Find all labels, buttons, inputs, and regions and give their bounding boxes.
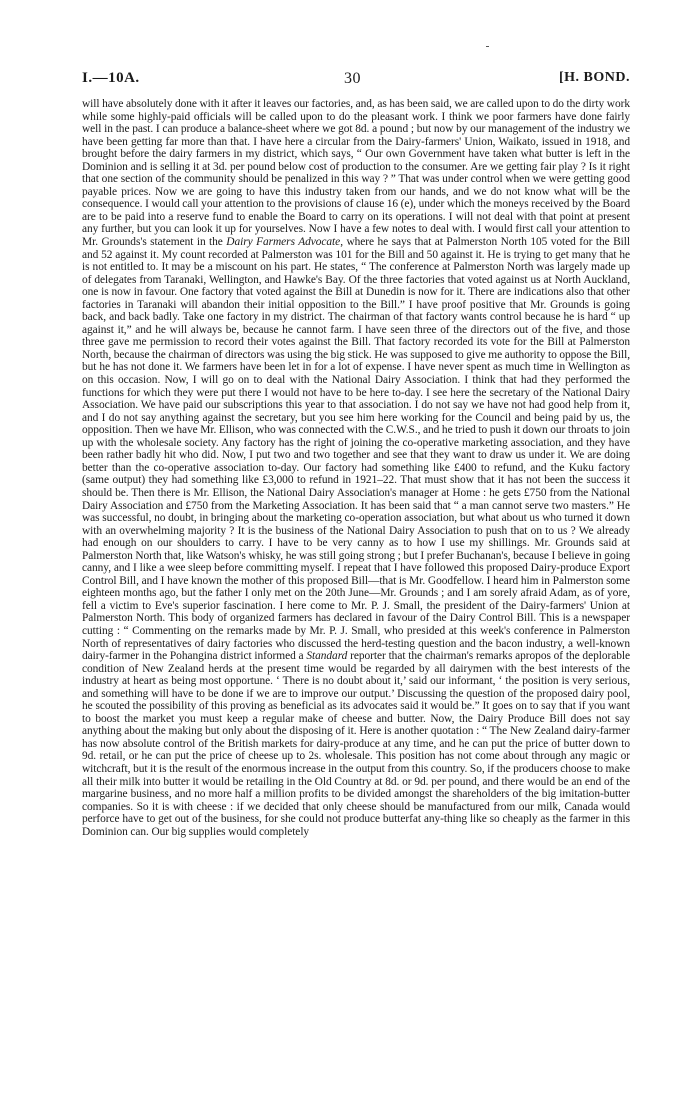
speaker-name: [H. BOND. bbox=[559, 70, 630, 85]
text-segment: reporter that the chairman's remarks apropos of the deplorable condition of New Zealand herds at the present time would be regarded by all dairymen with the best interests of the industry at heart as being most opportune. ‘ There is no doubt about it,’ said our informant, ‘ the position is very serious, and something will have to be done if we are to improve our output.’ Discussing the question of the proposed dairy pool, he scouted the possibility of this proving as beneficial as its advocates said it would be.” It goes on to say that if you want to boost the market you must keep a regular make of cheese and butter. Now, the Dairy Produce Bill does not say anything about the making but only about the disposing of it. Here is another quotation : “ The New Zealand dairy-farmer has now absolute control of the British markets for dairy-produce at any time, and he can put the price of butter down to 9d. retail, or he can put the price of cheese up to 2s. wholesale. This position has not come about through any magic or witchcraft, but it is the result of the enormous increase in the output from this country. So, if the producers choose to make all their milk into butter it would be retailing in the Old Country at 8d. or 9d. per pound, and there would be an end of the margarine business, and no more half a million profits to be divided amongst the shareholders of the big imitation-butter companies. So it is with cheese : if we decided that only cheese should be manufactured from our milk, Canada would perforce have to get out of the business, for she could not produce butterfat any-thing like so cheaply as the farmer in this Dominion can. Our big supplies would completely bbox=[82, 650, 630, 838]
scan-speck bbox=[486, 46, 489, 47]
publication-title: Standard bbox=[306, 650, 348, 663]
publication-title: Dairy Farmers Advocate bbox=[226, 236, 341, 249]
body-paragraph bbox=[82, 98, 630, 838]
page-header bbox=[82, 70, 630, 92]
document-reference: I.—10A. bbox=[82, 70, 140, 86]
text-segment: , where he says that at Palmerston North 105 voted for the Bill and 52 against it. My count recorded at Palmerston was 101 for the Bill and 50 against it. He is trying to get many that he is not entitled to. It may be a miscount on his part. He states, “ The conference at Palmerston North was largely made up of delegates from Taranaki, Wellington, and Hawke's Bay. Of the three factories that voted against us at North Auckland, one is now in favour. One factory that voted against the Bill at Dunedin is now for it. There are indications also that other factories in Taranaki will abandon their initial opposition to the Bill.” I have proof positive that Mr. Grounds is going back, and back badly. Take one factory in my district. The chairman of that factory wants control because he is hard “ up against it,” and he will always be, because he cannot farm. I have seen three of the directors out of the five, and those three gave me permission to record their votes against the Bill. That factory recorded its vote for the Bill at Palmerston North, because the chairman of directors was using the big stick. He was supposed to give me authority to oppose the Bill, but he has not done it. We farmers have been let in for a lot of expense. I have never spent as much time in Wellington as on this occasion. Now, I will go on to deal with the National Dairy Association. I think that had they performed the functions for which they were put there I would not have to be here to-day. I see here the secretary of the National Dairy Association. We have paid our subscriptions this year to that association. I do not say we have not had good help from it, and I do not say anything against the secretary, but you see him here working for the Council and being paid by us, the opposition. Then we have Mr. Ellison, who was connected with the C.W.S., and he tried to push it down our throats to join up with the wholesale society. Any factory has the right of joining the co-operative marketing association, and they have been rather badly hit who did. Now, I put two and two together and see that they want to draw us under it. We are doing better than the co-operative association to-day. Our factory had something like £400 to refund, and the Kuku factory (same output) they had something like £3,000 to refund in 1921–22. That must show that it has not been the success it should be. Then there is Mr. Ellison, the National Dairy Association's manager at Home : he gets £750 from the National Dairy Association and £750 from the Marketing Association. It has been said that “ a man cannot serve two masters.” He was successful, no doubt, in bringing about the marketing co-operation association, but what about us who turned it down with an overwhelming majority ? It is the business of the National Dairy Association to push that on to us ? We already had enough on our shoulders to carry. I have to be very canny as to how I use my shillings. Mr. Grounds said at Palmerston North that, like Watson's whisky, he was still going strong ; but I prefer Buchanan's, because I believe in going canny, and I like a wee sleep before committing myself. I repeat that I have followed this proposed Dairy-produce Export Control Bill, and I have known the mother of this proposed Bill—that is Mr. Goodfellow. I heard him in Palmerston some eighteen months ago, but the father I only met on the 20th June—Mr. Grounds ; and I am sorely afraid Adam, as of yore, fell a victim to Eve's superior fascination. I here come to Mr. P. J. Small, the president of the Dairy-farmers' Union at Palmerston North. This body of organized farmers has declared in favour of the Dairy Control Bill. This is a newspaper cutting : “ Commenting on the remarks made by Mr. P. J. Small, who presided at this week's conference in Palmerston North of representatives of dairy factories who discussed the herd-testing question and the bacon industry, a well-known dairy-farmer in the Pohangina district informed a bbox=[82, 236, 630, 663]
page-number: 30 bbox=[344, 70, 361, 87]
text-segment: will have absolutely done with it after it leaves our factories, and, as has been said, we are called upon to do the dirty work while some highly-paid officials will be called upon to do the pleasant work. I think we poor farmers have done fairly well in the past. I can produce a balance-sheet where we got 8d. a pound ; but now by our management of the industry we have been getting far more than that. I have here a circular from the Dairy-farmers' Union, Waikato, issued in 1918, and brought before the dairy farmers in my district, which says, “ Our own Government have taken what butter is left in the Dominion and is selling it at 3d. per pound below cost of production to the consumer. Are we getting fair play ? Is it right that one section of the community should be penalized in this way ? ” That was under control when we were getting good payable prices. Now we are going to have this industry taken from our hands, and we do not know what will be the consequence. I would call your attention to the provisions of clause 16 (e), under which the moneys received by the Board are to be paid into a reserve fund to enable the Board to carry on its operations. I will not deal with that point at present any further, but you can look it up for yourselves. Now I have a few notes to deal with. I would first call your attention to Mr. Grounds's statement in the bbox=[82, 98, 630, 249]
